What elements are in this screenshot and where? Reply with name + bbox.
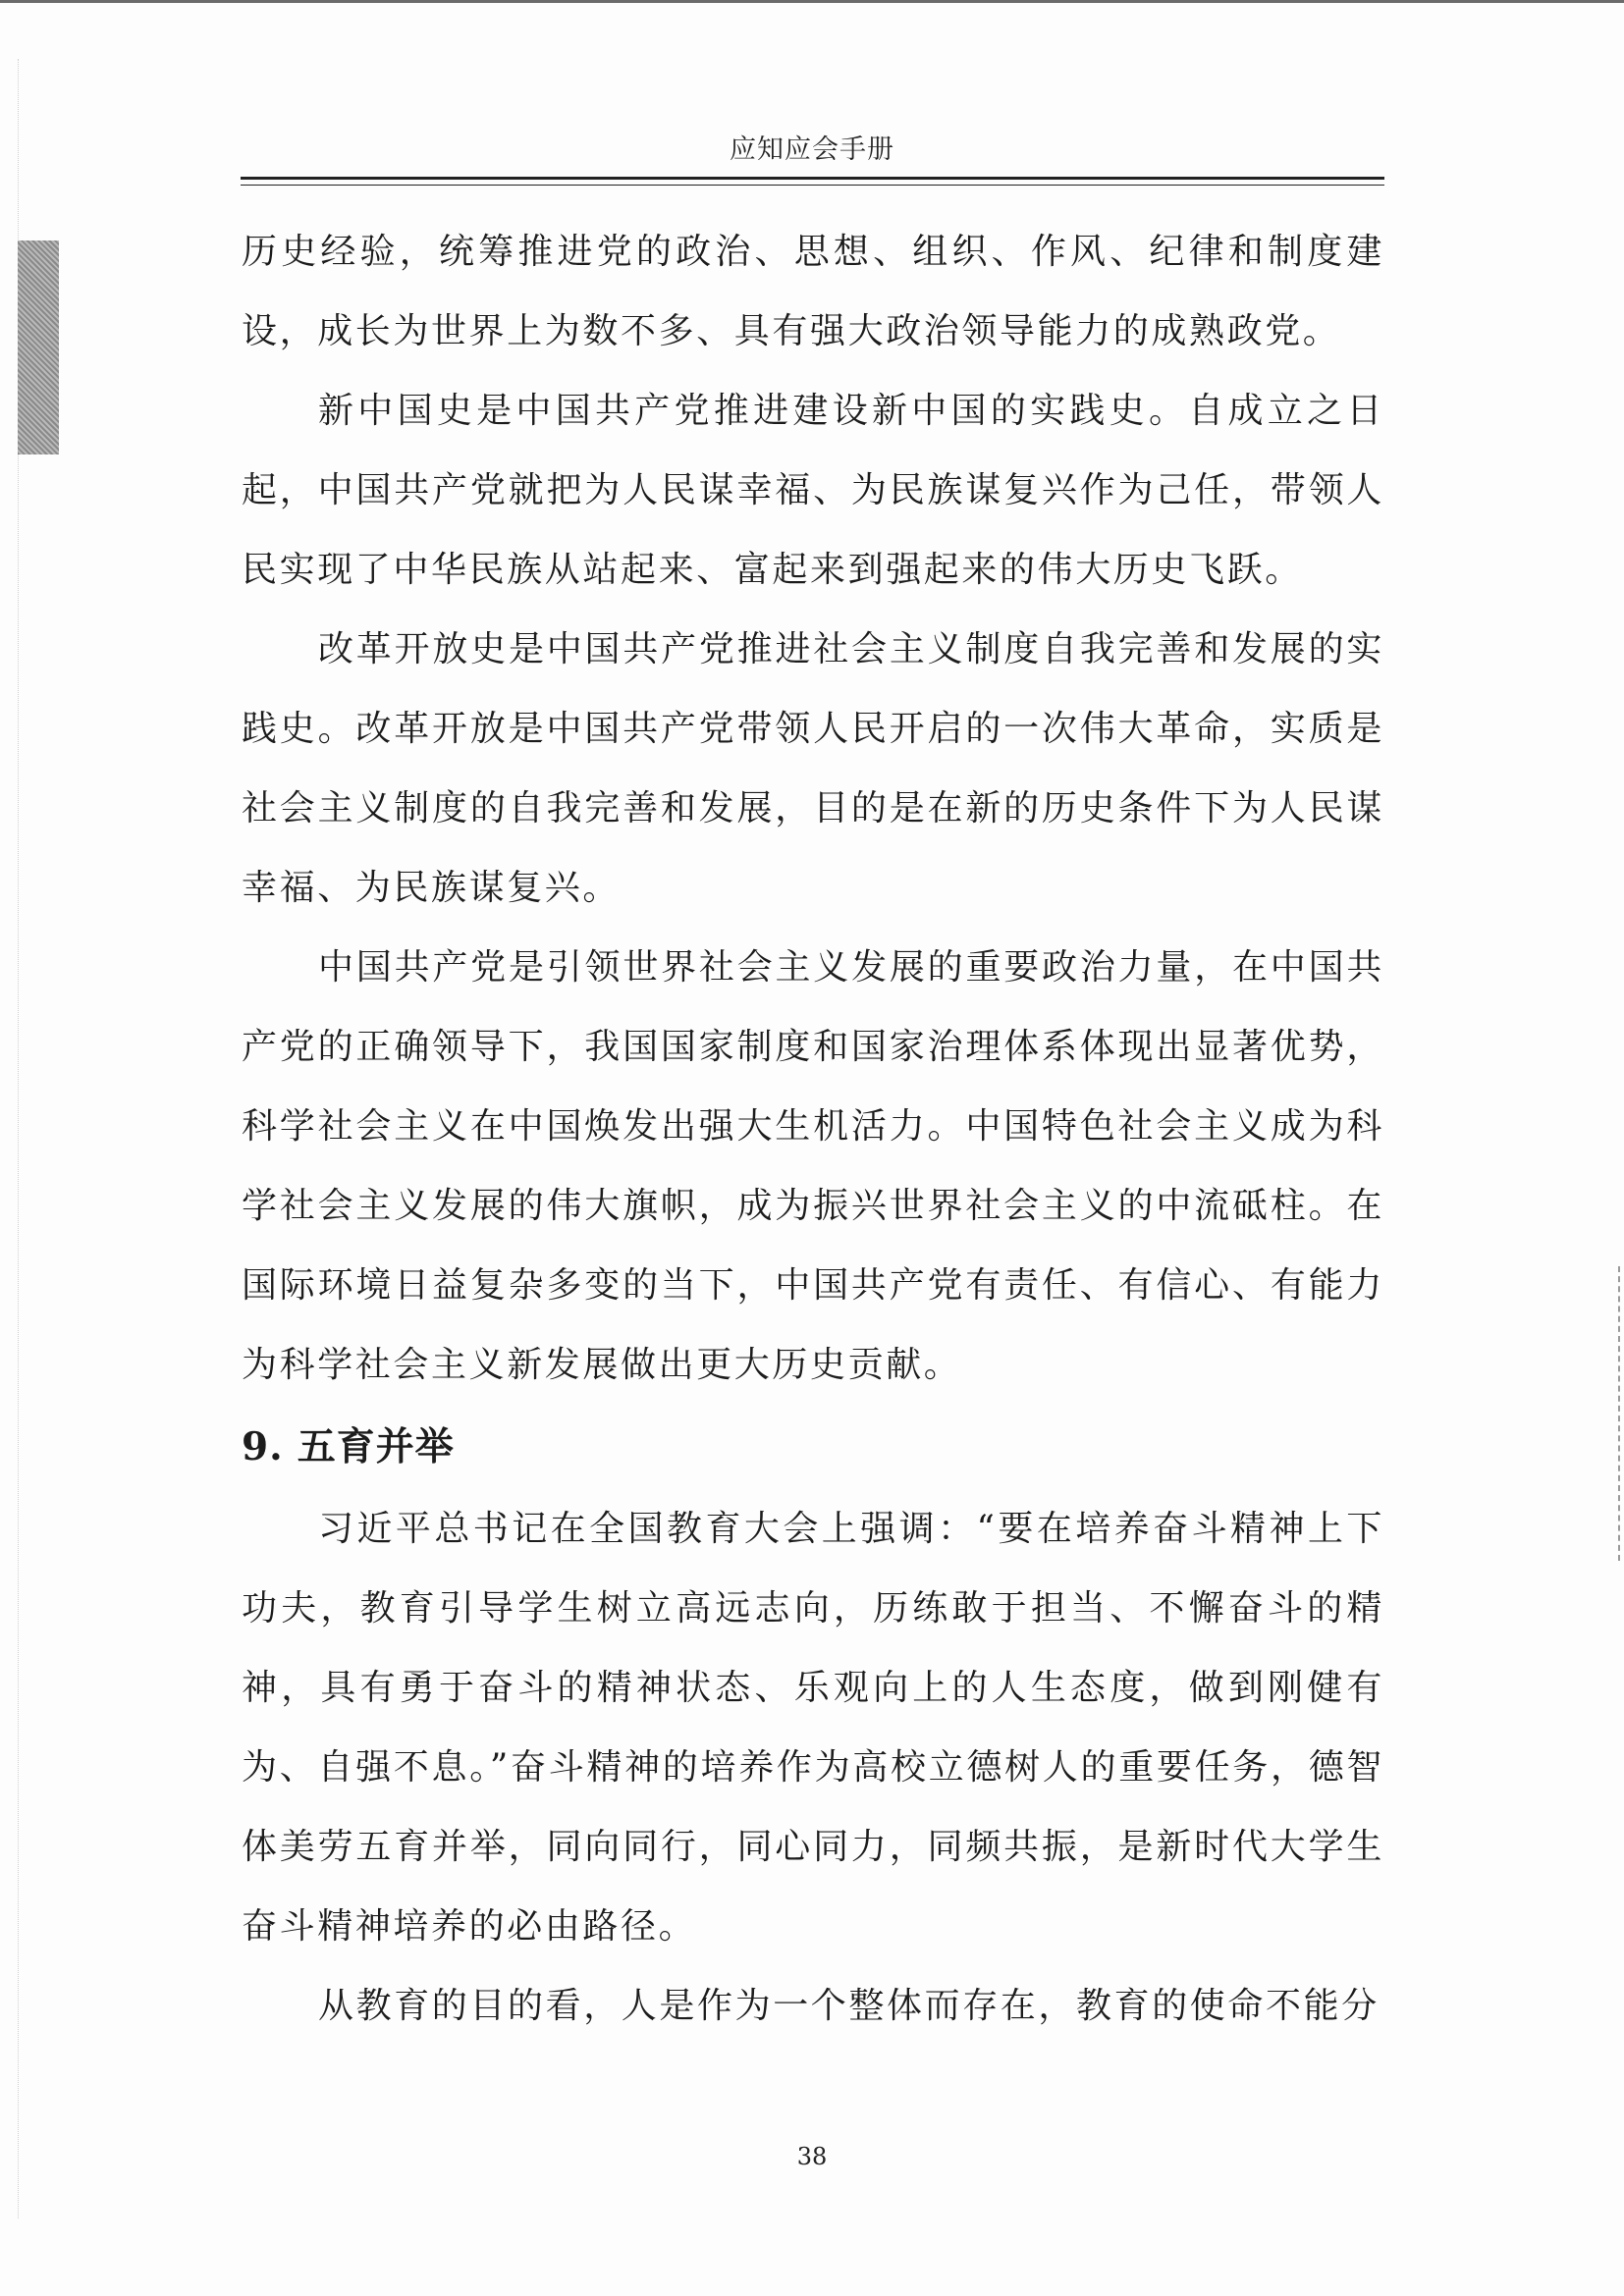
scan-artifact-bar [18,240,59,454]
section-number: 9. [242,1424,284,1469]
paragraph-continuation: 历史经验，统筹推进党的政治、思想、组织、作风、纪律和制度建设，成长为世界上为数不多、具有强大政治领导能力的成熟政党。 [242,232,1384,351]
paragraph-party-role: 中国共产党是引领世界社会主义发展的重要政治力量，在中国共产党的正确领导下，我国国家制度和国家治理体系体现出显著优势，科学社会主义在中国焕发出强大生机活力。中国特色社会主义成为科学社会主义发展的伟大旗帜，成为振兴世界社会主义的中流砥柱。在国际环境日益复杂多变的当下，中国共产党有责任、有信心、有能力为科学社会主义新发展做出更大历史贡献。 [242,947,1384,1385]
section-heading [242,1405,1384,1489]
scan-top-edge [0,0,1624,3]
page-number: 38 [796,2143,828,2170]
running-header: 应知应会手册 [730,134,894,165]
header-rule-thick [241,177,1384,180]
header-rule-thin [241,185,1384,186]
paragraph-xi-quote: 习近平总书记在全国教育大会上强调：“要在培养奋斗精神上下功夫，教育引导学生树立高远志向，历练敢于担当、不懈奋斗的精神，具有勇于奋斗的精神状态、乐观向上的人生态度，做到刚健有为、自强不息。”奋斗精神的培养作为高校立德树人的重要任务，德智体美劳五育并举，同向同行，同心同力，同频共振，是新时代大学生奋斗精神培养的必由路径。 [242,1509,1384,1947]
paragraph-reform-history: 改革开放史是中国共产党推进社会主义制度自我完善和发展的实践史。改革开放是中国共产党带领人民开启的一次伟大革命，实质是社会主义制度的自我完善和发展，目的是在新的历史条件下为人民谋幸福、为民族谋复兴。 [242,629,1384,908]
section-title: 五育并举 [297,1425,455,1469]
body-text [242,212,1384,2046]
scan-right-edge-marks [1618,1266,1620,1561]
paragraph-education-purpose: 从教育的目的看，人是作为一个整体而存在，教育的使命不能分 [318,1986,1380,2026]
paragraph-new-china-history: 新中国史是中国共产党推进建设新中国的实践史。自成立之日起，中国共产党就把为人民谋幸福、为民族谋复兴作为己任，带领人民实现了中华民族从站起来、富起来到强起来的伟大历史飞跃。 [242,391,1384,590]
